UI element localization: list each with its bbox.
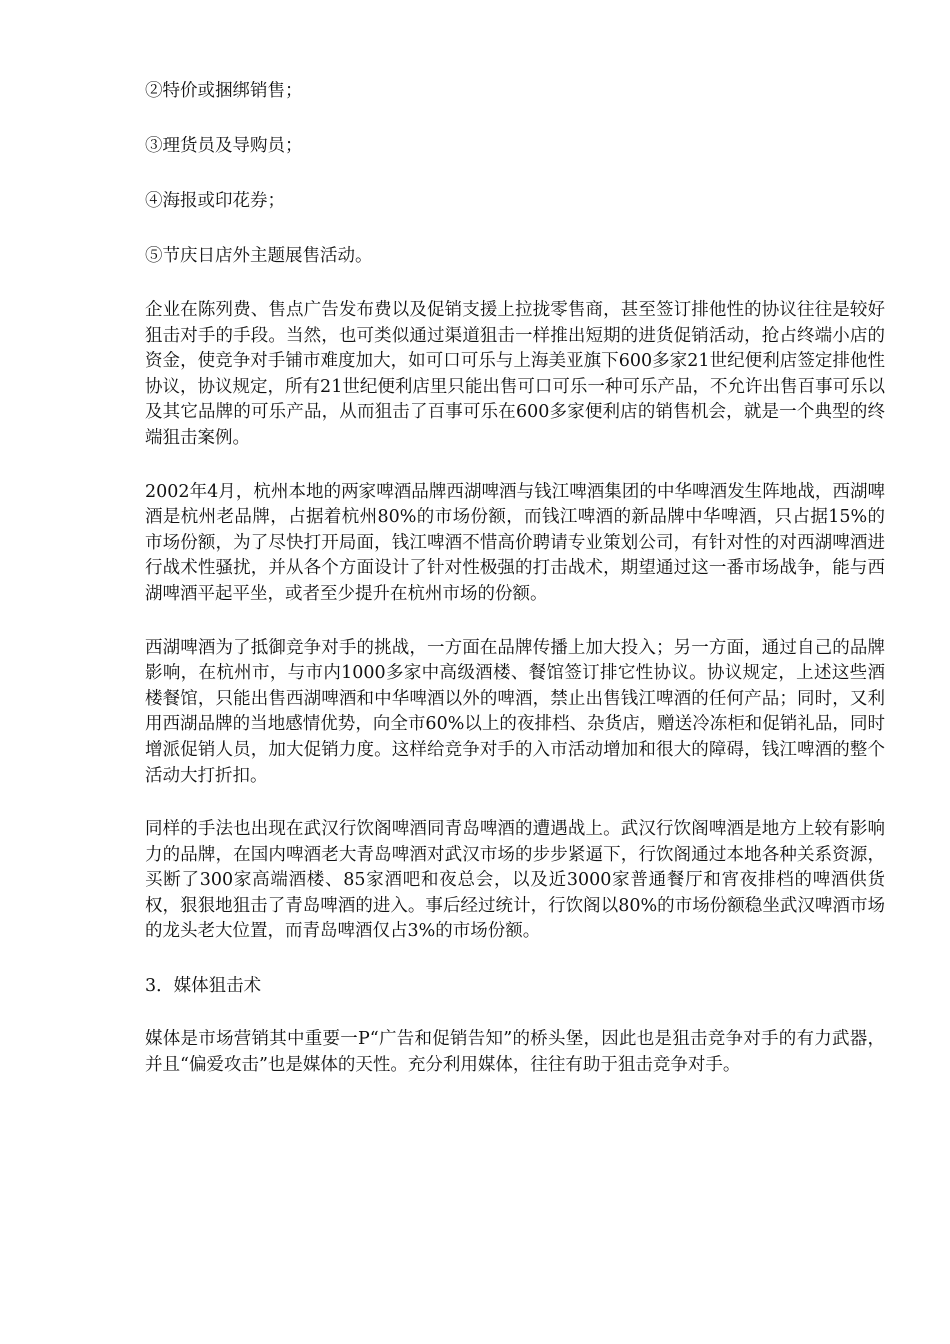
list-item-special-price: ②特价或捆绑销售；	[145, 81, 303, 101]
paragraph-hangzhou-beer-war: 2002年4月，杭州本地的两家啤酒品牌西湖啤酒与钱江啤酒集团的中华啤酒发生阵地战，西湖啤酒是杭州老品牌，占据着杭州80%的市场份额，而钱江啤酒的新品牌中华啤酒，只占据15%的市场份额，为了尽快打开局面，钱江啤酒不惜高价聘请专业策划公司，有针对性的对西湖啤酒进行战术性骚扰，并从各个方面设计了针对性极强的打击战术，期望通过这一番市场战争，能与西湖啤酒平起平坐，或者至少提升在杭州市场的份额。	[145, 481, 885, 604]
paragraph-media-sniping: 媒体是市场营销其中重要一P“广告和促销告知”的桥头堡，因此也是狙击竞争对手的有力武器，并且“偏爱攻击”也是媒体的天性。充分利用媒体，往往有助于狙击竞争对手。	[145, 1029, 885, 1075]
section-heading: 3．媒体狙击术	[145, 976, 262, 997]
paragraph-wuhan-beer: 同样的手法也出现在武汉行饮阁啤酒同青岛啤酒的遭遇战上。武汉行饮阁啤酒是地方上较有影响力的品牌，在国内啤酒老大青岛啤酒对武汉市场的步步紧逼下，行饮阁通过本地各种关系资源，买断了300家高端酒楼、85家酒吧和夜总会，以及近3000家普通餐厅和宵夜排档的啤酒供货权，狠狠地狙击了青岛啤酒的进入。事后经过统计，行饮阁以80%的市场份额稳坐武汉啤酒市场的龙头老大位置，而青岛啤酒仅占3%的市场份额。	[145, 819, 885, 942]
list-item-poster: ④海报或印花券；	[145, 191, 285, 211]
list-item-festival-event: ⑤节庆日店外主题展售活动。	[145, 246, 373, 266]
list-item-merchandiser: ③理货员及导购员；	[145, 136, 303, 156]
paragraph-terminal-sniping: 企业在陈列费、售点广告发布费以及促销支援上拉拢零售商，甚至签订排他性的协议往往是较好狙击对手的手段。当然，也可类似通过渠道狙击一样推出短期的进货促销活动，抢占终端小店的资金，使竞争对手铺市难度加大，如可口可乐与上海美亚旗下600多家21世纪便利店签定排他性协议，协议规定，所有21世纪便利店里只能出售可口可乐一种可乐产品，不允许出售百事可乐以及其它品牌的可乐产品，从而狙击了百事可乐在600多家便利店的销售机会，就是一个典型的终端狙击案例。	[145, 300, 885, 448]
paragraph-xihu-defense: 西湖啤酒为了抵御竞争对手的挑战，一方面在品牌传播上加大投入；另一方面，通过自己的品牌影响，在杭州市，与市内1000多家中高级酒楼、餐馆签订排它性协议。协议规定，上述这些酒楼餐馆，只能出售西湖啤酒和中华啤酒以外的啤酒，禁止出售钱江啤酒的任何产品；同时，又利用西湖品牌的当地感情优势，向全市60%以上的夜排档、杂货店，赠送冷冻柜和促销礼品，同时增派促销人员，加大促销力度。这样给竞争对手的入市活动增加和很大的障碍，钱江啤酒的整个活动大打折扣。	[145, 637, 885, 786]
document-body	[145, 78, 885, 1106]
